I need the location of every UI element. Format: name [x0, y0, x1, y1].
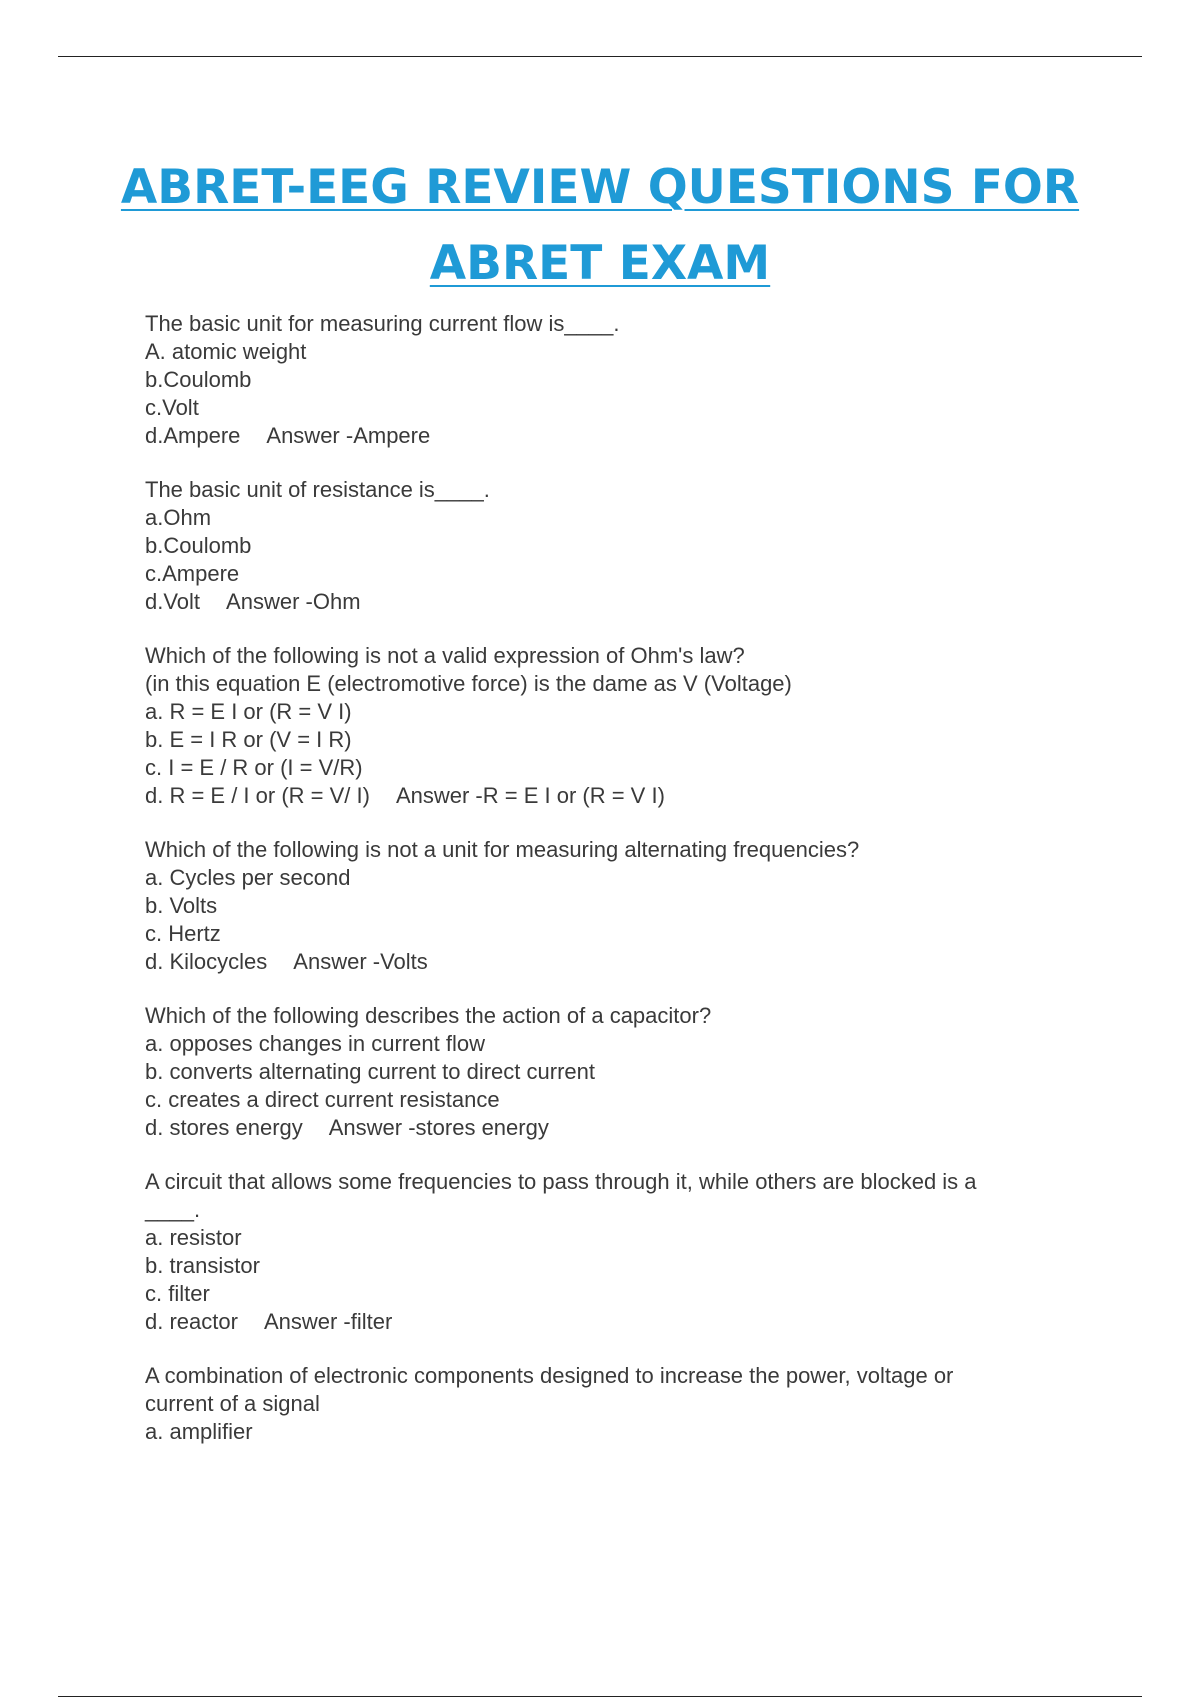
option-a: a.Ohm	[145, 505, 212, 530]
question-block-5	[145, 1002, 1065, 1142]
option-a: a. resistor	[145, 1225, 242, 1250]
question-note: (in this equation E (electromotive force) is the dame as V (Voltage)	[145, 671, 792, 696]
option-c: c.Ampere	[145, 561, 240, 586]
option-b: b. converts alternating current to direct current	[145, 1059, 595, 1084]
question-text: Which of the following is not a valid expression of Ohm's law?	[145, 643, 745, 668]
question-list	[145, 310, 1065, 1472]
option-b: b.Coulomb	[145, 367, 252, 392]
question-text: Which of the following describes the action of a capacitor?	[145, 1003, 712, 1028]
question-block-2	[145, 476, 1065, 616]
option-b: b. transistor	[145, 1253, 260, 1278]
option-d: d.Volt	[145, 589, 201, 614]
answer-text: Answer -Volts	[293, 949, 428, 974]
question-text-continued: current of a signal	[145, 1391, 320, 1416]
option-c: c. I = E / R or (I = V/R)	[145, 755, 363, 780]
answer-text: Answer -Ohm	[226, 589, 361, 614]
option-d: d. R = E / I or (R = V/ I)	[145, 783, 370, 808]
question-text: The basic unit of resistance is____.	[145, 477, 490, 502]
answer-text: Answer -Ampere	[266, 423, 431, 448]
footer-rule	[58, 1696, 1142, 1697]
option-c: c.Volt	[145, 395, 199, 420]
option-a: a. opposes changes in current flow	[145, 1031, 485, 1056]
option-d-row	[145, 1114, 1065, 1142]
answer-text: Answer -stores energy	[328, 1115, 549, 1140]
option-c: c. creates a direct current resistance	[145, 1087, 500, 1112]
option-a: a. Cycles per second	[145, 865, 351, 890]
question-block-6	[145, 1168, 1065, 1336]
question-block-3	[145, 642, 1065, 810]
option-d-row	[145, 422, 1065, 450]
answer-text: Answer -filter	[263, 1309, 393, 1334]
option-d: d. stores energy	[145, 1115, 303, 1140]
option-d-row	[145, 1308, 1065, 1336]
option-a: a. amplifier	[145, 1419, 253, 1444]
question-block-7	[145, 1362, 1065, 1446]
option-d: d.Ampere	[145, 423, 241, 448]
question-text-continued: ____.	[145, 1197, 201, 1222]
question-text: The basic unit for measuring current flow is____.	[145, 311, 620, 336]
document-title	[0, 150, 1200, 302]
question-block-1	[145, 310, 1065, 450]
option-a: a. R = E I or (R = V I)	[145, 699, 352, 724]
option-b: b. Volts	[145, 893, 218, 918]
option-a: A. atomic weight	[145, 339, 307, 364]
question-text: Which of the following is not a unit for measuring alternating frequencies?	[145, 837, 860, 862]
option-b: b. E = I R or (V = I R)	[145, 727, 352, 752]
option-d-row	[145, 782, 1065, 810]
answer-text: Answer -R = E I or (R = V I)	[395, 783, 665, 808]
question-block-4	[145, 836, 1065, 976]
question-text: A circuit that allows some frequencies to pass through it, while others are blocked is a	[145, 1169, 977, 1194]
option-d-row	[145, 948, 1065, 976]
option-d: d. reactor	[145, 1309, 238, 1334]
option-c: c. filter	[145, 1281, 210, 1306]
option-b: b.Coulomb	[145, 533, 252, 558]
title-line-1: ABRET-EEG REVIEW QUESTIONS FOR	[120, 160, 1080, 215]
option-d: d. Kilocycles	[145, 949, 268, 974]
option-d-row	[145, 588, 1065, 616]
title-line-2: ABRET EXAM	[429, 236, 771, 291]
header-rule	[58, 56, 1142, 57]
option-c: c. Hertz	[145, 921, 221, 946]
question-text: A combination of electronic components designed to increase the power, voltage or	[145, 1363, 954, 1388]
